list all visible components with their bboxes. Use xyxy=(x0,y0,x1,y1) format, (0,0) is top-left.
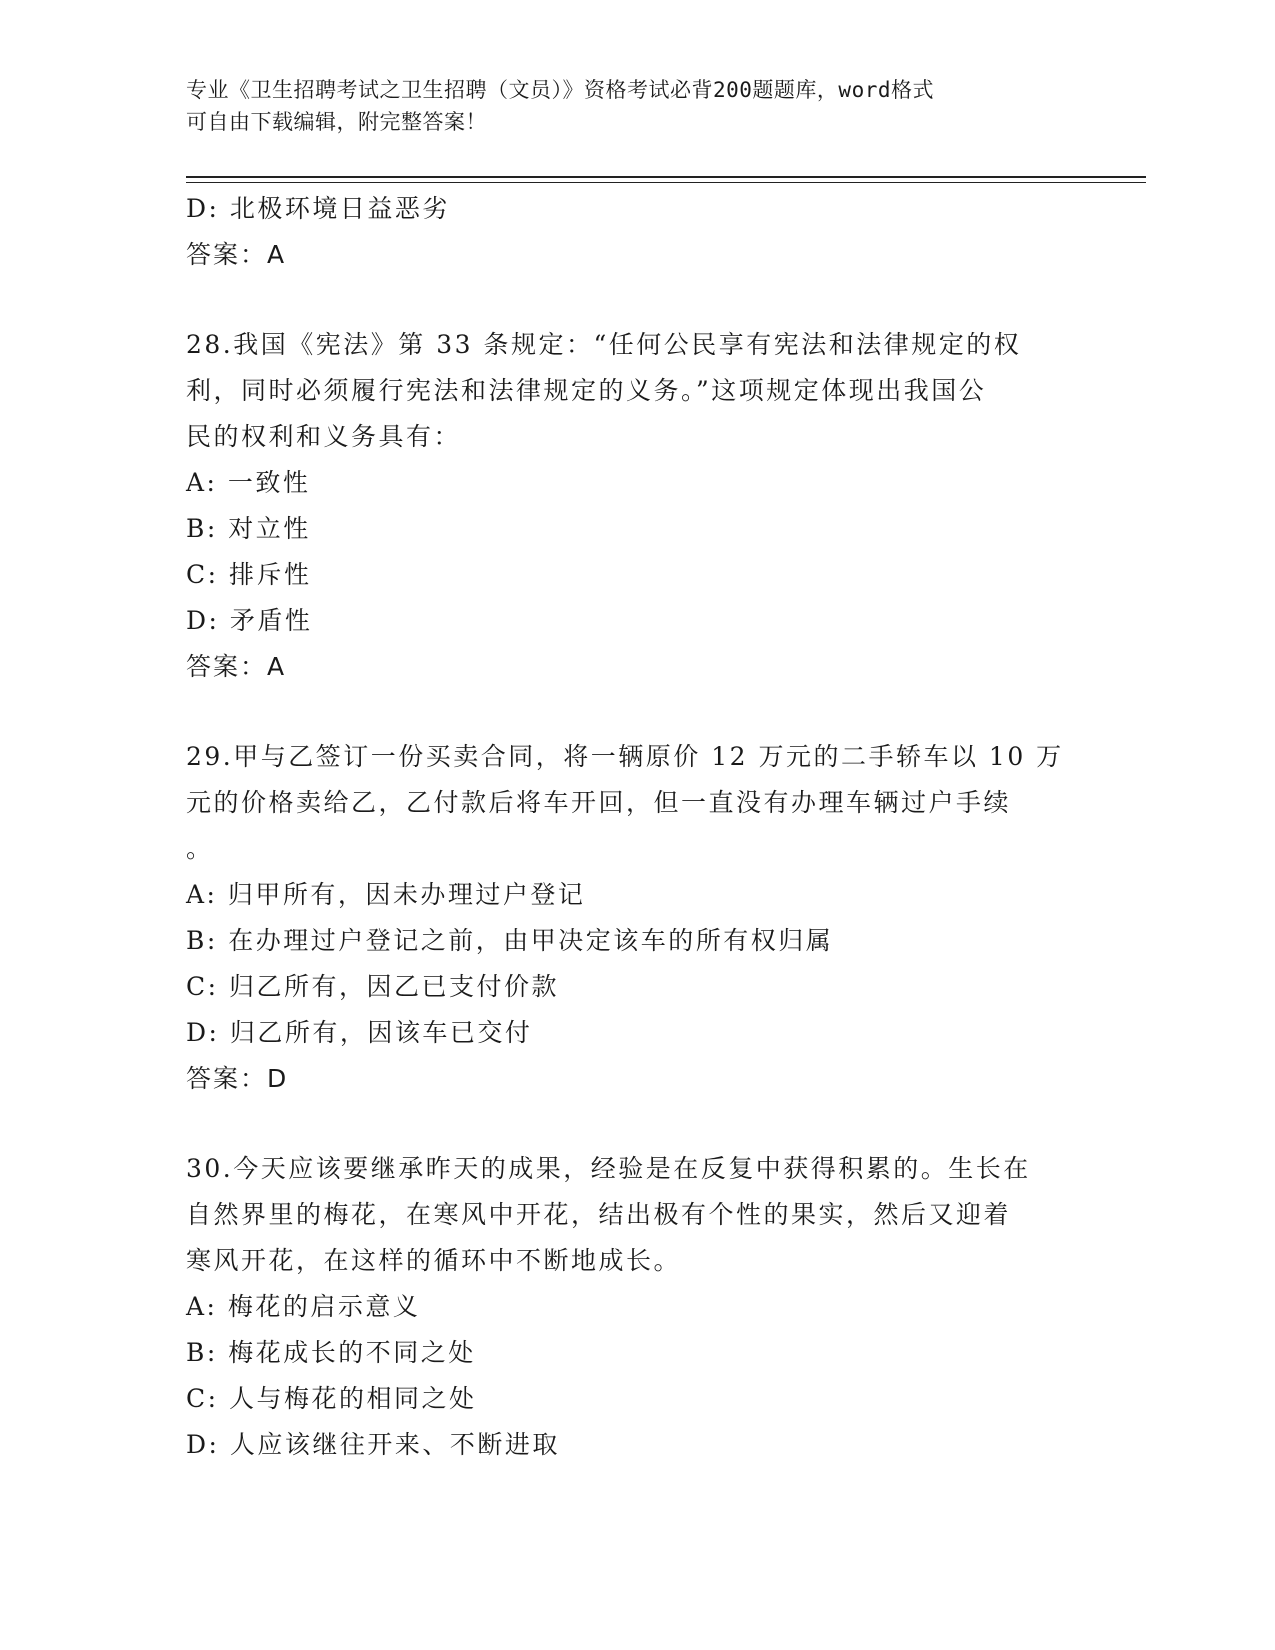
option-b: B: 在办理过户登记之前，由甲决定该车的所有权归属 xyxy=(186,926,834,955)
question-stem-line: 民的权利和义务具有： xyxy=(186,422,462,451)
option-d: D: 北极环境日益恶劣 xyxy=(186,194,450,223)
question-28 xyxy=(186,322,1086,690)
answer-line: 答案：D xyxy=(186,1064,289,1093)
option-b: B: 梅花成长的不同之处 xyxy=(186,1338,476,1367)
question-29 xyxy=(186,734,1086,1102)
option-c: C: 排斥性 xyxy=(186,560,312,589)
question-stem-line: 30.今天应该要继承昨天的成果，经验是在反复中获得积累的。生长在 xyxy=(186,1154,1031,1183)
option-d: D: 归乙所有，因该车已交付 xyxy=(186,1018,533,1047)
header-rule-thick xyxy=(186,176,1146,178)
answer-line: 答案：A xyxy=(186,652,287,681)
question-stem-line: 利，同时必须履行宪法和法律规定的义务。”这项规定体现出我国公 xyxy=(186,376,987,405)
question-stem-line: 寒风开花，在这样的循环中不断地成长。 xyxy=(186,1246,682,1275)
option-a: A: 一致性 xyxy=(186,468,311,497)
option-c: C: 人与梅花的相同之处 xyxy=(186,1384,477,1413)
question-30 xyxy=(186,1146,1086,1468)
option-a: A: 梅花的启示意义 xyxy=(186,1292,421,1321)
option-b: B: 对立性 xyxy=(186,514,311,543)
question-stem-line: 28.我国《宪法》第 33 条规定：“任何公民享有宪法和法律规定的权 xyxy=(186,330,1022,359)
answer-line: 答案：A xyxy=(186,240,287,269)
option-d: D: 矛盾性 xyxy=(186,606,313,635)
document-body xyxy=(186,186,1086,1468)
question-stem-line: 29.甲与乙签订一份买卖合同，将一辆原价 12 万元的二手轿车以 10 万 xyxy=(186,742,1064,771)
option-d: D: 人应该继往开来、不断进取 xyxy=(186,1430,560,1459)
question-stem-line: 元的价格卖给乙，乙付款后将车开回，但一直没有办理车辆过户手续 xyxy=(186,788,1012,817)
option-a: A: 归甲所有，因未办理过户登记 xyxy=(186,880,586,909)
header-line-2: 可自由下载编辑，附完整答案！ xyxy=(186,110,487,134)
header-rule-thin xyxy=(186,182,1146,183)
header-line-1: 专业《卫生招聘考试之卫生招聘（文员）》资格考试必背200题题库，word格式 xyxy=(186,78,934,102)
document-header xyxy=(186,74,1086,138)
question-stem-line: 自然界里的梅花，在寒风中开花，结出极有个性的果实，然后又迎着 xyxy=(186,1200,1012,1229)
option-c: C: 归乙所有，因乙已支付价款 xyxy=(186,972,559,1001)
question-stem-line: 。 xyxy=(186,834,214,863)
